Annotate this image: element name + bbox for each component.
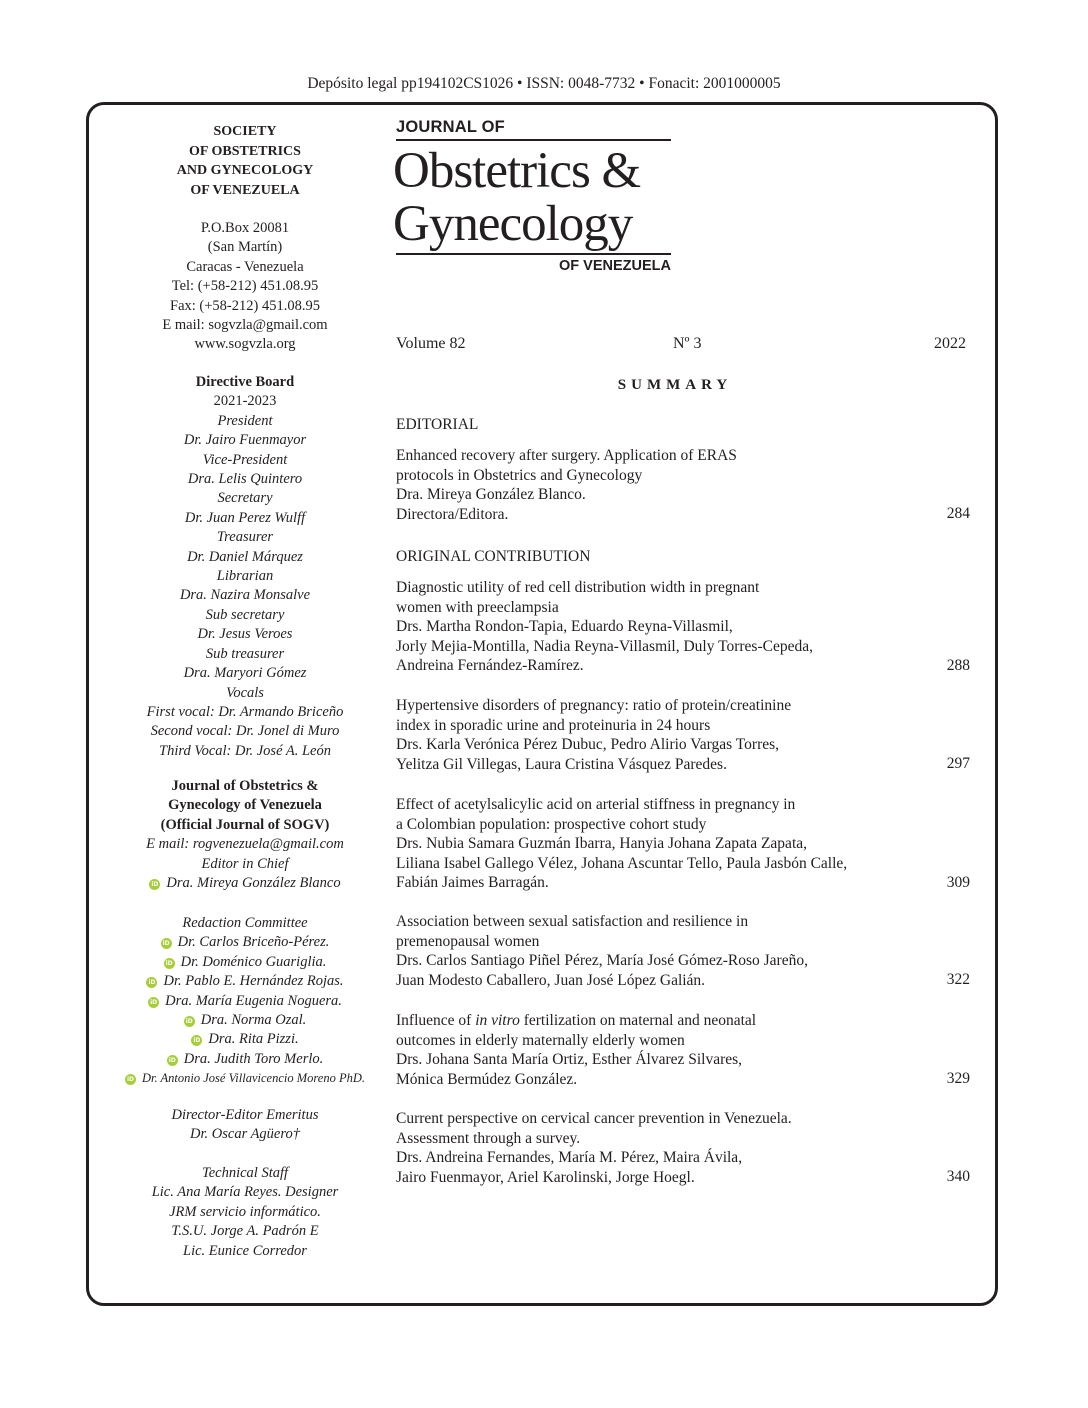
orcid-icon: iD: [193, 1037, 201, 1045]
entry-authors-line: Drs. Nubia Samara Guzmán Ibarra, Hanyia Johana Zapata Zapata,: [396, 835, 807, 853]
editor-name: iD Dra. Mireya González Blanco: [151, 875, 341, 892]
entry-authors-line: Jorly Mejia-Montilla, Nadia Reyna-Villasmil, Duly Torres-Cepeda,: [396, 637, 813, 655]
directive-board: [100, 373, 390, 761]
entry-page-number: 284: [946, 505, 970, 522]
entry-title-line: Diagnostic utility of red cell distribution width in pregnant: [396, 579, 760, 596]
board-role: Sub treasurer: [205, 645, 285, 662]
board-role: Sub secretary: [205, 606, 285, 623]
tech-staff-member: JRM servicio informático.: [169, 1203, 321, 1220]
entry-page-number: 297: [946, 755, 970, 772]
board-member: Dr. Daniel Márquez: [187, 548, 303, 565]
committee-member: iD Dr. Pablo E. Hernández Rojas.: [148, 973, 344, 990]
board-member: Dra. Nazira Monsalve: [179, 587, 311, 604]
vocal-member: Second vocal: Dr. Jonel di Muro: [150, 723, 340, 740]
orcid-icon: iD: [148, 979, 156, 987]
masthead-rule-top: [396, 139, 671, 141]
committee-member: iD Dr. Carlos Briceño-Pérez.: [162, 934, 330, 951]
section-original-contribution: ORIGINAL CONTRIBUTION: [396, 548, 591, 565]
entry-authors-line: Fabián Jaimes Barragán.: [396, 874, 549, 892]
society-name-line: OF VENEZUELA: [190, 182, 300, 198]
entry-page-number: 322: [946, 971, 970, 988]
journal-info: [100, 777, 390, 893]
entry-authors-line: Liliana Isabel Gallego Vélez, Johana Ascuntar Tello, Paula Jasbón Calle,: [396, 854, 848, 872]
society-name-line: OF OBSTETRICS: [189, 143, 301, 159]
board-role: Vice-President: [202, 451, 288, 468]
vocals-label: Vocals: [226, 684, 264, 701]
issue-number: Nº 3: [673, 335, 702, 352]
orcid-icon: iD: [185, 1018, 193, 1026]
section-editorial: EDITORIAL: [396, 416, 479, 433]
entry-title-line: Assessment through a survey.: [396, 1129, 581, 1147]
board-role: President: [217, 412, 273, 429]
board-member: Dr. Juan Perez Wulff: [184, 509, 306, 526]
address-line: (San Martín): [207, 239, 283, 256]
committee-member: iD Dra. Norma Ozal.: [185, 1012, 307, 1029]
society-name-line: AND GYNECOLOGY: [176, 163, 314, 178]
journal-info-line: Journal of Obstetrics &: [171, 778, 319, 794]
website-line: www.sogvzla.org: [194, 336, 296, 353]
journal-info-line: Gynecology of Venezuela: [168, 797, 322, 814]
board-member: Dr. Jairo Fuenmayor: [183, 432, 307, 449]
summary-title: SUMMARY: [617, 377, 733, 393]
entry-authors-line: Drs. Carlos Santiago Piñel Pérez, María José Gómez-Roso Jareño,: [396, 952, 808, 970]
committee-member: iD Dra. María Eugenia Noguera.: [150, 992, 342, 1009]
board-member: Dra. Lelis Quintero: [187, 471, 303, 488]
committee-member: iD Dra. Judith Toro Merlo.: [168, 1050, 324, 1067]
entry-authors-line: Jairo Fuenmayor, Ariel Karolinski, Jorge Hoegl.: [396, 1168, 695, 1186]
entry-page-number: 309: [946, 874, 970, 891]
legal-deposit-line: Depósito legal pp194102CS1026 • ISSN: 0048-7732 • Fonacit: 2001000005: [307, 75, 781, 92]
board-member: Dr. Jesus Veroes: [197, 626, 293, 643]
emeritus-name: Dr. Oscar Agüero†: [190, 1126, 300, 1143]
issue-year: 2022: [934, 335, 966, 352]
journal-email: E mail: rogvenezuela@gmail.com: [146, 836, 344, 853]
entry-title-line: Current perspective on cervical cancer prevention in Venezuela.: [396, 1110, 792, 1127]
entry-authors-line: Drs. Martha Rondon-Tapia, Eduardo Reyna-Villasmil,: [396, 618, 733, 636]
masthead-bottom: OF VENEZUELA: [559, 258, 671, 274]
entry-title-line: outcomes in elderly maternally elderly women: [396, 1031, 685, 1049]
board-role: Treasurer: [216, 529, 274, 546]
board-member: Dra. Maryori Gómez: [183, 665, 307, 682]
entry-page-number: 329: [946, 1070, 970, 1087]
society-name-line: SOCIETY: [213, 124, 277, 139]
orcid-icon: iD: [165, 959, 173, 967]
entry-authors-line: Andreina Fernández-Ramírez.: [396, 657, 584, 675]
entry-title-line: protocols in Obstetrics and Gynecology: [396, 466, 643, 484]
phone-line: Tel: (+58-212) 451.08.95: [171, 278, 319, 295]
address-line: Caracas - Venezuela: [186, 258, 304, 275]
emeritus-label: Director-Editor Emeritus: [171, 1107, 319, 1123]
entry-title-line: premenopausal women: [396, 932, 540, 950]
board-title: Directive Board: [195, 374, 295, 390]
tech-staff-member: Lic. Eunice Corredor: [183, 1242, 307, 1259]
vocal-member: First vocal: Dr. Armando Briceño: [146, 703, 344, 720]
entry-authors-line: Yelitza Gil Villegas, Laura Cristina Vásquez Paredes.: [396, 755, 727, 773]
committee-label: Redaction Committee: [182, 915, 308, 931]
entry-authors-line: Drs. Andreina Fernandes, María M. Pérez, Maira Ávila,: [396, 1149, 743, 1167]
entry-page-number: 340: [946, 1168, 970, 1185]
issue-volume: Volume 82: [396, 335, 466, 352]
society-address: [100, 219, 390, 355]
entry-authors-line: Dra. Mireya González Blanco.: [396, 486, 586, 504]
entry-title-line: Hypertensive disorders of pregnancy: ratio of protein/creatinine: [396, 697, 792, 714]
tech-staff-label: Technical Staff: [201, 1165, 289, 1181]
entry-title-line: index in sporadic urine and proteinuria in 24 hours: [396, 716, 711, 734]
entry-title-line: Association between sexual satisfaction and resilience in: [396, 913, 749, 930]
committee-member: iD Dr. Antonio José Villavicencio Moreno PhD.: [126, 1071, 365, 1086]
entry-authors-line: Drs. Karla Verónica Pérez Dubuc, Pedro Alirio Vargas Torres,: [396, 736, 780, 754]
editor-label: Editor in Chief: [201, 855, 289, 872]
address-line: P.O.Box 20081: [200, 220, 290, 236]
tech-staff-member: Lic. Ana María Reyes. Designer: [151, 1184, 339, 1201]
toc-entry[interactable]: [396, 696, 896, 774]
entry-authors-line: Directora/Editora.: [396, 505, 509, 523]
technical-staff: [100, 1164, 390, 1261]
entry-authors-line: Mónica Bermúdez González.: [396, 1070, 578, 1088]
entry-title-line: a Colombian population: prospective cohort study: [396, 815, 707, 833]
board-period: 2021-2023: [213, 393, 277, 410]
toc-entry[interactable]: [396, 578, 896, 676]
entry-title-line: Effect of acetylsalicylic acid on arterial stiffness in pregnancy in: [396, 796, 796, 813]
orcid-icon: iD: [162, 940, 170, 948]
entry-title-line: Enhanced recovery after surgery. Application of ERAS: [396, 447, 737, 464]
board-role: Librarian: [216, 568, 274, 585]
entry-title-line: Influence of in vitro fertilization on maternal and neonatal: [396, 1012, 757, 1029]
committee-member: iD Dr. Doménico Guariglia.: [165, 953, 327, 970]
toc-entry[interactable]: [396, 795, 896, 893]
board-role: Secretary: [217, 490, 273, 507]
vocal-member: Third Vocal: Dr. José A. León: [159, 742, 331, 759]
orcid-icon: iD: [168, 1056, 176, 1064]
redaction-committee: [100, 914, 390, 1089]
masthead-rule-bottom: [396, 253, 671, 255]
entry-title-line: women with preeclampsia: [396, 598, 559, 616]
masthead-title-line1: Obstetrics &: [393, 143, 641, 199]
emeritus: [100, 1106, 390, 1145]
entry-page-number: 288: [946, 657, 970, 674]
email-line: E mail: sogvzla@gmail.com: [162, 317, 328, 334]
orcid-icon: iD: [150, 998, 158, 1006]
orcid-icon: iD: [151, 881, 159, 889]
toc-entry[interactable]: [396, 912, 896, 990]
journal-info-line: (Official Journal of SOGV): [160, 816, 330, 833]
toc-entry[interactable]: [396, 446, 896, 524]
masthead-top: JOURNAL OF: [396, 118, 505, 136]
entry-authors-line: Juan Modesto Caballero, Juan José López Galián.: [396, 971, 706, 989]
fax-line: Fax: (+58-212) 451.08.95: [170, 297, 320, 314]
entry-authors-line: Drs. Johana Santa María Ortiz, Esther Álvarez Silvares,: [396, 1051, 743, 1069]
orcid-icon: iD: [126, 1076, 135, 1084]
masthead-title-line2: Gynecology: [393, 196, 633, 252]
society-name: [100, 122, 390, 200]
toc-entry[interactable]: [396, 1109, 896, 1187]
toc-entry[interactable]: [396, 1011, 896, 1089]
committee-member: iD Dra. Rita Pizzi.: [193, 1031, 299, 1048]
tech-staff-member: T.S.U. Jorge A. Padrón E: [171, 1223, 319, 1240]
